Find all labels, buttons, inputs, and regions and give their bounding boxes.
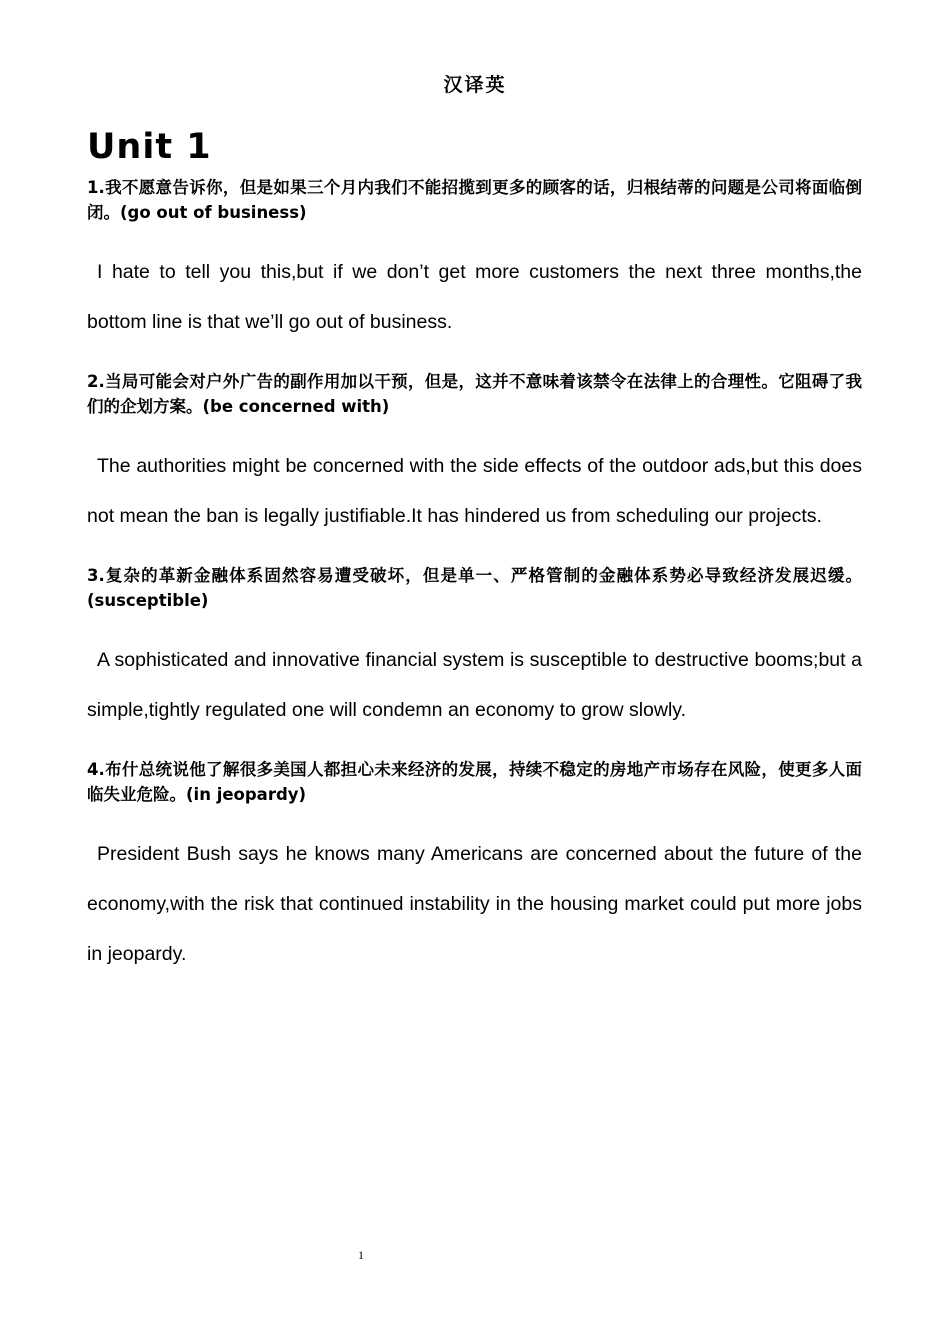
exercise-item [87, 175, 862, 347]
exercise-list [87, 175, 862, 1001]
exercise-item [87, 757, 862, 979]
english-translation: The authorities might be concerned with the side effects of the outdoor ads,but this does not mean the ban is legally justifiable.It has hindered us from scheduling our projects. [87, 455, 862, 527]
chinese-prompt: 1.我不愿意告诉你，但是如果三个月内我们不能招揽到更多的顾客的话，归根结蒂的问题是公司将面临倒闭。(go out of business) [87, 178, 862, 222]
chinese-prompt: 3.复杂的革新金融体系固然容易遭受破坏，但是单一、严格管制的金融体系势必导致经济发展迟缓。(susceptible) [87, 566, 862, 610]
english-translation: A sophisticated and innovative financial system is susceptible to destructive booms;but a simple,tightly regulated one will condemn an economy to grow slowly. [87, 649, 862, 721]
chinese-prompt: 2.当局可能会对户外广告的副作用加以干预，但是，这并不意味着该禁令在法律上的合理性。它阻碍了我们的企划方案。(be concerned with) [87, 372, 862, 416]
document-title: 汉译英 [443, 74, 507, 96]
page-number: 1 [358, 1248, 364, 1262]
exercise-item [87, 369, 862, 541]
unit-heading: Unit 1 [87, 127, 212, 167]
exercise-item [87, 563, 862, 735]
chinese-prompt: 4.布什总统说他了解很多美国人都担心未来经济的发展，持续不稳定的房地产市场存在风险，使更多人面临失业危险。(in jeopardy) [87, 760, 862, 804]
english-translation: I hate to tell you this,but if we don’t get more customers the next three months,the bottom line is that we’ll go out of business. [87, 261, 862, 333]
english-translation: President Bush says he knows many Americans are concerned about the future of the economy,with the risk that continued instability in the housing market could put more jobs in jeopardy. [87, 843, 862, 965]
